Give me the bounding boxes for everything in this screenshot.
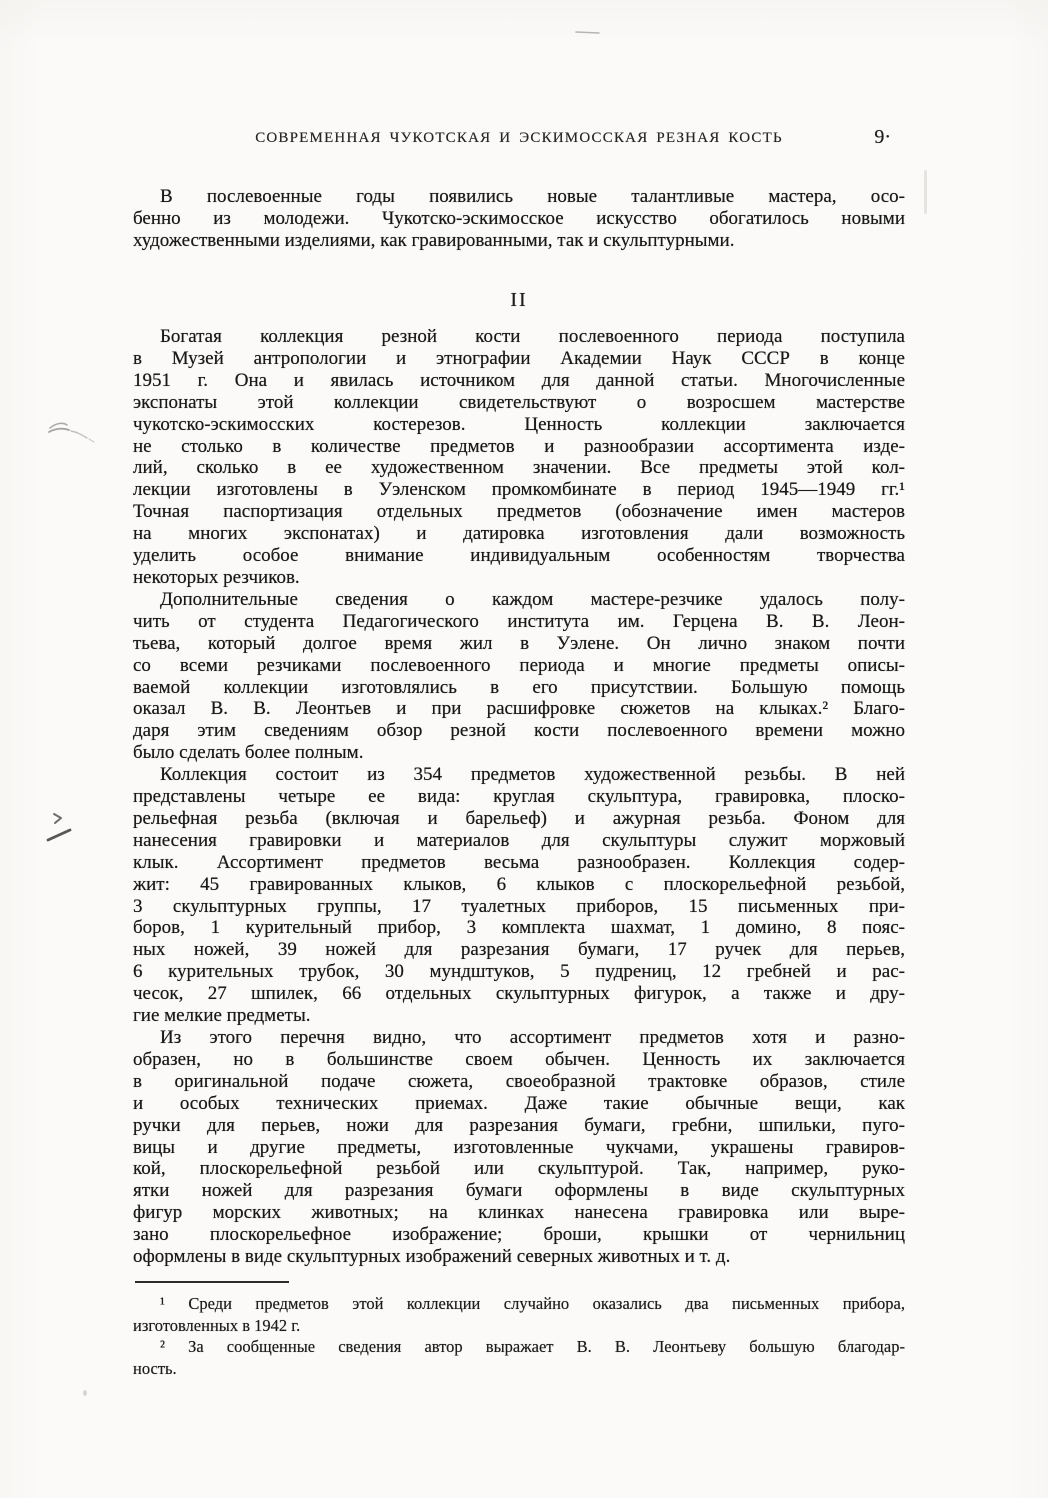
text-line: зано плоскорельефное изображение; броши, крышки от чернильниц <box>133 1224 905 1246</box>
text-line: вицы и другие предметы, изготовленные чукчами, украшены гравиров- <box>133 1136 905 1158</box>
pencil-scribble-mark <box>44 416 98 450</box>
paragraph-collection-arrival <box>133 326 905 589</box>
text-line: боров, 1 курительный прибор, 3 комплекта шахмат, 1 домино, 8 пояс- <box>133 917 905 939</box>
footnote-1 <box>133 1293 905 1336</box>
text-line: В послевоенные годы появились новые талантливые мастера, осо- <box>160 186 905 207</box>
text-line: чесок, 27 шпилек, 66 отдельных скульптурных фигурок, а также и дру- <box>133 983 905 1005</box>
text-line: 6 курительных трубок, 30 мундштуков, 5 пудрениц, 12 гребней и рас- <box>133 961 905 983</box>
paragraph-leontiev-information <box>133 589 905 764</box>
scan-edge-streak <box>924 170 927 214</box>
footnote-separator-rule <box>135 1281 289 1283</box>
text-line: жит: 45 гравированных клыков, 6 клыков с плоскорельефной резьбой, <box>133 873 905 895</box>
text-line: чить от студента Педагогического института им. Герцена В. В. Леон- <box>133 610 905 632</box>
paragraph-collection-contents <box>133 764 905 1027</box>
text-line: клык. Ассортимент предметов весьма разнообразен. Коллекция содер- <box>133 851 905 873</box>
top-margin-dash-mark <box>573 26 605 38</box>
running-header-title: СОВРЕМЕННАЯ ЧУКОТСКАЯ И ЭСКИМОССКАЯ РЕЗНАЯ КОСТЬ <box>255 130 783 146</box>
text-line: со всеми резчиками послевоенного периода и многие предметы описы- <box>133 654 905 676</box>
section-body <box>133 326 905 1268</box>
text-line: Из этого перечня видно, что ассортимент предметов хотя и разно- <box>160 1027 905 1048</box>
text-line: в оригинальной подаче сюжета, своеобразной трактовке образов, стиле <box>133 1070 905 1092</box>
text-line: и особых технических приемах. Даже такие обычные вещи, как <box>133 1092 905 1114</box>
text-line: Дополнительные сведения о каждом мастере-резчике удалось полу- <box>160 588 905 610</box>
text-line: оказал В. В. Леонтьев и при расшифровке сюжетов на клыках.² Благо- <box>133 698 905 720</box>
pencil-check-mark <box>44 806 84 850</box>
text-line: образен, но в большинстве своем обычен. Ценность их заключается <box>133 1048 905 1070</box>
text-line: ручки для перьев, ножи для разрезания бумаги, гребни, шпильки, пуго- <box>133 1114 905 1136</box>
text-line: ятки ножей для разрезания бумаги оформлены в виде скульптурных <box>133 1180 905 1202</box>
scan-speck <box>83 1390 87 1396</box>
text-line: некоторых резчиков. <box>133 566 300 588</box>
paragraph-assortment-value <box>133 1027 905 1268</box>
text-line: фигур морских животных; на клинках нанесена гравировка или выре- <box>133 1202 905 1224</box>
text-line: изготовленных в 1942 г. <box>133 1315 301 1335</box>
text-line: Точная паспортизация отдельных предметов (обозначение имен мастеров <box>133 501 905 523</box>
text-line: не столько в количестве предметов и разнообразии ассортимента изде- <box>133 435 905 457</box>
text-line: ² За сообщенные сведения автор выражает В. В. Леонтьеву большую благодар- <box>160 1337 905 1357</box>
text-line: рельефная резьба (включая и барельеф) и ажурная резьба. Фоном для <box>133 807 905 829</box>
section-heading-ii: II <box>510 289 528 311</box>
text-line: Коллекция состоит из 354 предметов художественной резьбы. В ней <box>160 764 905 786</box>
text-line: нанесения гравировки и материалов для скульптуры служит моржовый <box>133 829 905 851</box>
text-line: ных ножей, 39 ножей для разрезания бумаги, 17 ручек для перьев, <box>133 939 905 961</box>
text-line: лекции изготовлены в Уэленском промкомбинате в период 1945—1949 гг.¹ <box>133 479 905 501</box>
text-line: бенно из молодежи. Чукотско-эскимосское искусство обогатилось новыми <box>133 207 905 229</box>
text-line: ваемой коллекции изготовлялись в его присутствии. Большую помощь <box>133 676 905 698</box>
text-line: было сделать более полным. <box>133 742 364 764</box>
text-line: чукотско-эскимосских костерезов. Ценность коллекции заключается <box>133 413 905 435</box>
text-line: Богатая коллекция резной кости послевоенного периода поступила <box>160 326 905 347</box>
text-line: лий, сколько в ее художественном значении. Все предметы этой кол- <box>133 457 905 479</box>
text-line: 3 скульптурных группы, 17 туалетных приборов, 15 письменных при- <box>133 895 905 917</box>
footnote-2 <box>133 1336 905 1379</box>
text-line: уделить особое внимание индивидуальным особенностям творчества <box>133 545 905 567</box>
text-line: на многих экспонатах) и датировка изготовления дали возможность <box>133 523 905 545</box>
text-line: тьева, который долгое время жил в Уэлене. Он лично знаком почти <box>133 632 905 654</box>
text-line: в Музей антропологии и этнографии Академии Наук СССР в конце <box>133 347 905 369</box>
text-line: даря этим сведениям обзор резной кости послевоенного времени можно <box>133 720 905 742</box>
text-line: экспонаты этой коллекции свидетельствуют о возросшем мастерстве <box>133 391 905 413</box>
running-header <box>133 126 905 154</box>
text-line: художественными изделиями, как гравированными, так и скульптурными. <box>133 229 735 251</box>
text-line: кой, плоскорельефной резьбой или скульптурой. Так, например, руко- <box>133 1158 905 1180</box>
footnotes-block <box>133 1293 905 1379</box>
text-line: 1951 г. Она и явилась источником для данной статьи. Многочисленные <box>133 369 905 391</box>
text-line: ¹ Среди предметов этой коллекции случайно оказались два письменных прибора, <box>160 1294 905 1313</box>
text-line: ность. <box>133 1358 177 1378</box>
text-line: гие мелкие предметы. <box>133 1005 311 1027</box>
text-line: представлены четыре ее вида: круглая скульптура, гравировка, плоско- <box>133 786 905 808</box>
intro-paragraph <box>133 186 905 252</box>
page-number: 9· <box>874 126 891 148</box>
text-line: оформлены в виде скульптурных изображений северных животных и т. д. <box>133 1246 731 1268</box>
